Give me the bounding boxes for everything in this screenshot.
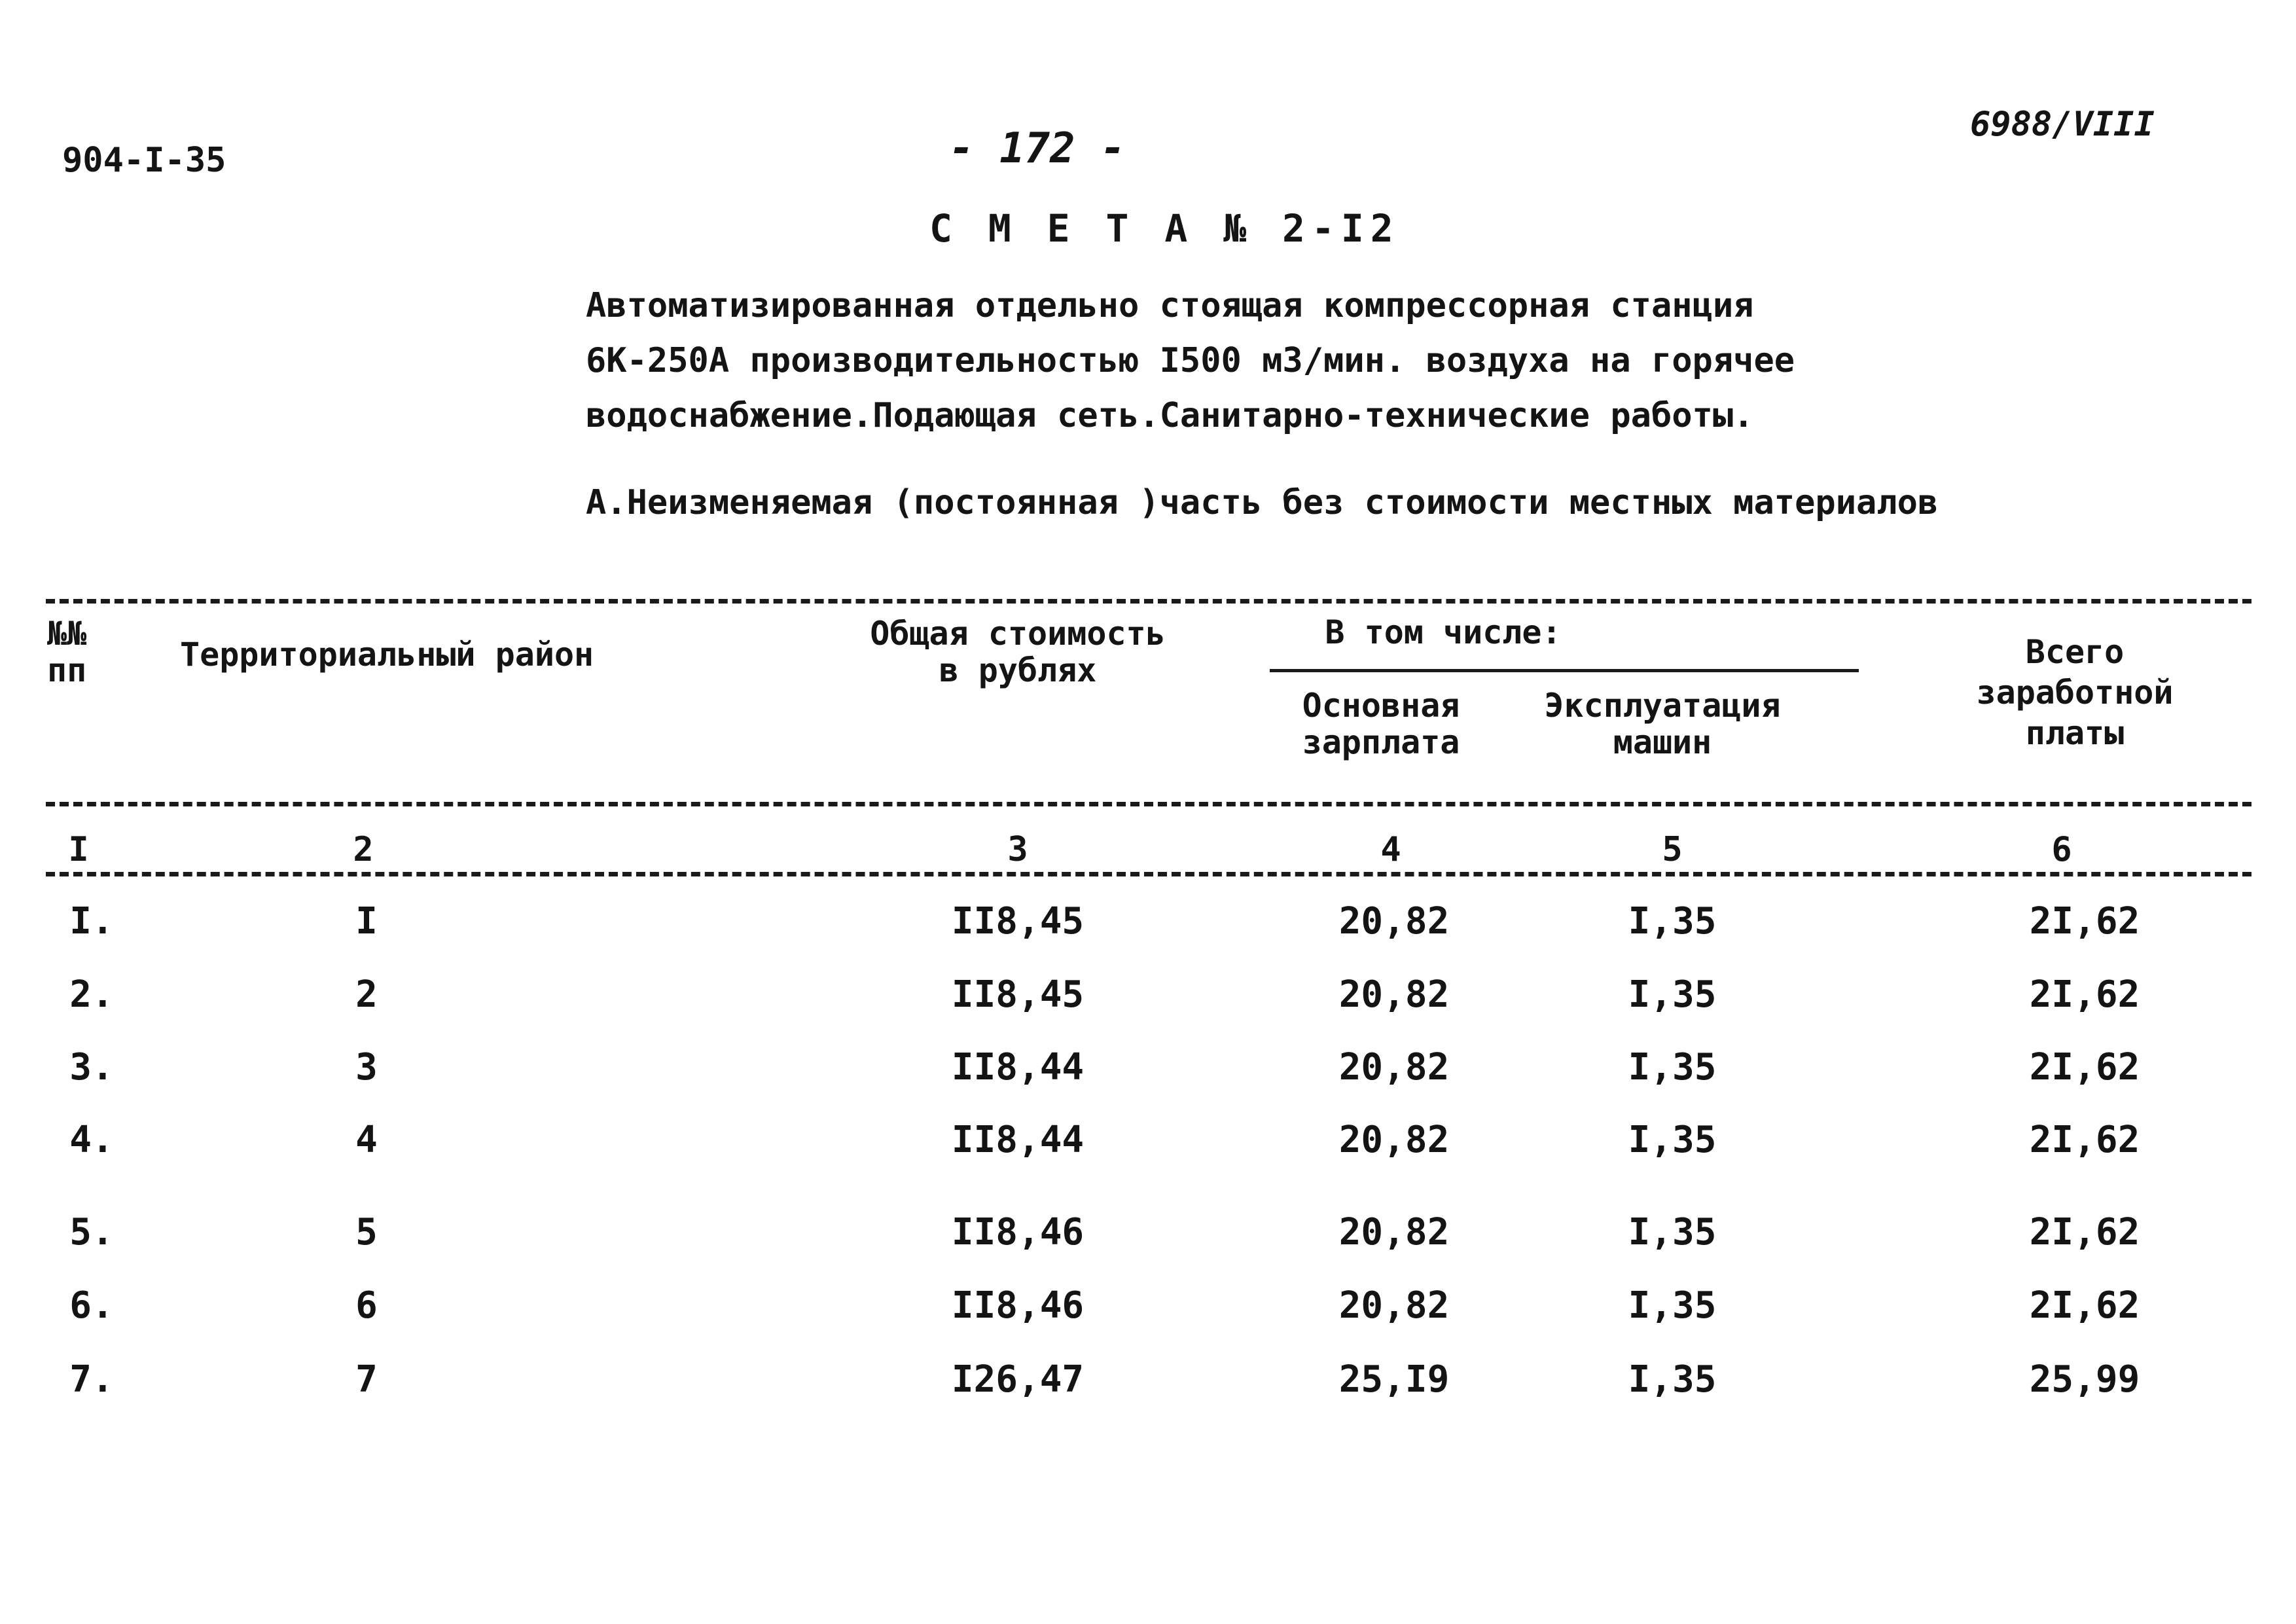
including-underline bbox=[1270, 669, 1859, 672]
header-machine-operation bbox=[1544, 687, 1780, 761]
total-wages-cell: 2I,62 bbox=[2029, 1211, 2140, 1254]
description-line: водоснабжение.Подающая сеть.Санитарно-технические работы. bbox=[586, 396, 1754, 435]
section-subheading: А.Неизменяемая (постоянная )часть без стоимости местных материалов bbox=[586, 483, 1939, 522]
header-bottom-rule bbox=[46, 802, 2251, 806]
total-wages-cell: 2I,62 bbox=[2029, 1119, 2140, 1161]
district-cell: 3 bbox=[355, 1046, 378, 1089]
description-line: 6К-250А производительностью I500 м3/мин. воздуха на горячее bbox=[586, 341, 1795, 380]
header-number-line1: №№ bbox=[47, 615, 87, 653]
description-line: Автоматизированная отдельно стоящая компрессорная станция bbox=[586, 286, 1754, 325]
table-top-rule bbox=[46, 599, 2251, 604]
total-cost-cell: II8,44 bbox=[951, 1046, 1085, 1089]
machine-operation-cell: I,35 bbox=[1628, 973, 1717, 1016]
total-cost-cell: II8,44 bbox=[951, 1119, 1085, 1161]
estimate-title: С М Е Т А № 2-I2 bbox=[929, 206, 1400, 251]
basic-wage-cell: 20,82 bbox=[1338, 1046, 1450, 1089]
column-number: 5 bbox=[1662, 830, 1683, 869]
header-machines-line1: Эксплуатация bbox=[1544, 687, 1781, 725]
archive-number: 6988/VIII bbox=[1970, 105, 2155, 144]
header-including: В том числе: bbox=[1325, 613, 1562, 651]
district-cell: 7 bbox=[355, 1358, 378, 1401]
row-number-cell: 3. bbox=[69, 1046, 114, 1089]
header-number-line2: пп bbox=[47, 651, 87, 689]
basic-wage-cell: 20,82 bbox=[1338, 1119, 1450, 1161]
column-number: I bbox=[68, 830, 89, 869]
total-cost-cell: II8,46 bbox=[951, 1211, 1085, 1254]
machine-operation-cell: I,35 bbox=[1628, 1358, 1717, 1401]
header-total-cost bbox=[870, 615, 1166, 689]
district-cell: 2 bbox=[355, 973, 378, 1016]
total-cost-cell: II8,45 bbox=[951, 900, 1085, 943]
machine-operation-cell: I,35 bbox=[1628, 1119, 1717, 1161]
district-cell: 4 bbox=[355, 1119, 378, 1161]
page-number: - 172 - bbox=[949, 124, 1126, 173]
total-wages-cell: 2I,62 bbox=[2029, 1046, 2140, 1089]
header-basic-line2: зарплата bbox=[1302, 723, 1460, 761]
header-wages-line1: Всего bbox=[2025, 633, 2125, 671]
header-wages-line2: заработной bbox=[1976, 674, 2174, 712]
header-basic-wage bbox=[1302, 687, 1460, 761]
document-code: 904-I-35 bbox=[62, 141, 226, 180]
basic-wage-cell: 20,82 bbox=[1338, 1284, 1450, 1327]
column-number: 4 bbox=[1380, 830, 1401, 869]
row-number-cell: 5. bbox=[69, 1211, 114, 1254]
estimate-description bbox=[586, 278, 1795, 443]
machine-operation-cell: I,35 bbox=[1628, 900, 1717, 943]
row-number-cell: 2. bbox=[69, 973, 114, 1016]
header-total-line2: в рублях bbox=[939, 651, 1097, 689]
basic-wage-cell: 25,I9 bbox=[1338, 1358, 1450, 1401]
machine-operation-cell: I,35 bbox=[1628, 1284, 1717, 1327]
basic-wage-cell: 20,82 bbox=[1338, 973, 1450, 1016]
machine-operation-cell: I,35 bbox=[1628, 1211, 1717, 1254]
basic-wage-cell: 20,82 bbox=[1338, 1211, 1450, 1254]
column-number: 6 bbox=[2051, 830, 2072, 869]
header-total-line1: Общая стоимость bbox=[870, 615, 1166, 653]
district-cell: I bbox=[355, 900, 378, 943]
column-numbers-rule bbox=[46, 872, 2251, 876]
total-cost-cell: II8,45 bbox=[951, 973, 1085, 1016]
row-number-cell: I. bbox=[69, 900, 114, 943]
machine-operation-cell: I,35 bbox=[1628, 1046, 1717, 1089]
header-basic-line1: Основная bbox=[1302, 687, 1460, 725]
column-number: 2 bbox=[353, 830, 374, 869]
total-wages-cell: 25,99 bbox=[2029, 1358, 2140, 1401]
total-wages-cell: 2I,62 bbox=[2029, 973, 2140, 1016]
total-cost-cell: II8,46 bbox=[951, 1284, 1085, 1327]
district-cell: 5 bbox=[355, 1211, 378, 1254]
total-wages-cell: 2I,62 bbox=[2029, 1284, 2140, 1327]
row-number-cell: 7. bbox=[69, 1358, 114, 1401]
district-cell: 6 bbox=[355, 1284, 378, 1327]
total-wages-cell: 2I,62 bbox=[2029, 900, 2140, 943]
header-number bbox=[47, 615, 86, 689]
column-number: 3 bbox=[1007, 830, 1028, 869]
row-number-cell: 6. bbox=[69, 1284, 114, 1327]
total-cost-cell: I26,47 bbox=[951, 1358, 1085, 1401]
header-machines-line2: машин bbox=[1613, 723, 1712, 761]
header-total-wages bbox=[1976, 632, 2173, 753]
header-district: Территориальный район bbox=[180, 636, 594, 674]
row-number-cell: 4. bbox=[69, 1119, 114, 1161]
header-wages-line3: платы bbox=[2025, 714, 2125, 752]
basic-wage-cell: 20,82 bbox=[1338, 900, 1450, 943]
